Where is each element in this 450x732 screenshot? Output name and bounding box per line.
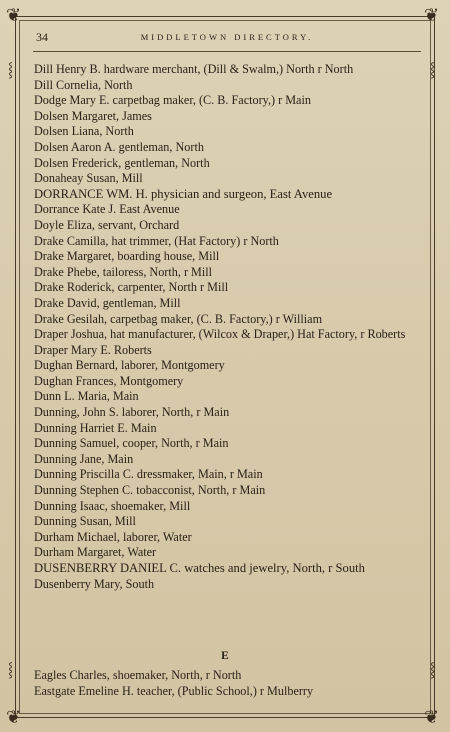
entry-details: South (125, 576, 155, 591)
entry-details: Mill (121, 171, 143, 186)
entry-details: North (105, 124, 134, 139)
entry-details: Montgomery (119, 373, 184, 388)
entry-details: shoemaker, North, r North (112, 668, 242, 682)
directory-entry (34, 374, 422, 390)
entry-details: Main (130, 420, 157, 435)
directory-entry (34, 545, 422, 561)
side-ornament-left-bottom: ⸾ (8, 663, 14, 678)
entry-name: Drake Phebe, (34, 264, 100, 279)
side-ornament-right-bottom: ⸾ (430, 663, 436, 678)
entry-details: gentleman, North (124, 155, 210, 170)
entry-details: laborer, North, r Main (121, 405, 230, 420)
entry-details: Main (112, 389, 139, 404)
directory-entry (34, 668, 422, 684)
entry-name: Draper Mary E. (34, 342, 111, 357)
entry-name: Dughan Bernard, (34, 358, 118, 373)
directory-entry (34, 234, 422, 250)
directory-entry (34, 436, 422, 452)
directory-entries-e (34, 668, 422, 699)
entry-name: Dodge Mary E. (34, 93, 110, 108)
directory-entry (34, 280, 422, 296)
entry-details: hardware merchant, (Dill & Swalm,) North r North (103, 62, 354, 76)
directory-entry (34, 171, 422, 187)
directory-entry (34, 483, 422, 499)
entry-details: carpetbag maker, (C. B. Factory,) r William (110, 311, 323, 326)
entry-details: Water (127, 545, 157, 560)
entry-details: cooper, North, r Main (122, 436, 229, 451)
directory-entry (34, 62, 422, 78)
directory-entry (34, 405, 422, 421)
directory-entries-d (34, 62, 422, 592)
entry-details: Roberts (113, 342, 152, 357)
entry-details: hat trimmer, (Hat Factory) r North (111, 233, 279, 248)
entry-name: Dill Cornelia, (34, 77, 102, 92)
entry-name: Drake Margaret, (34, 249, 115, 264)
entry-details: carpetbag maker, (C. B. Factory,) r Main (112, 93, 311, 108)
entry-name: DUSENBERRY DANIEL C. (34, 561, 182, 575)
entry-details: Main (107, 451, 134, 466)
directory-entry (34, 140, 422, 156)
entry-name: Dunning Isaac, (34, 498, 108, 513)
entry-details: watches and jewelry, North, r South (184, 561, 365, 575)
entry-name: Drake Roderick, (34, 280, 115, 295)
side-ornament-left-top: ⸾ (8, 63, 14, 78)
directory-entry (34, 109, 422, 125)
corner-ornament-top-right: ❦ (424, 5, 440, 25)
page-number: 34 (36, 30, 48, 44)
entry-name: DORRANCE WM. H. (34, 186, 148, 201)
directory-entry (34, 684, 422, 700)
entry-name: Dunn L. Maria, (34, 389, 110, 404)
entry-name: Dunning Jane, (34, 451, 105, 466)
corner-ornament-bottom-right: ❦ (424, 707, 440, 727)
entry-details: tobacconist, North, r Main (136, 483, 266, 498)
entry-details: carpenter, North r Mill (117, 280, 229, 295)
directory-entry (34, 389, 422, 405)
entry-details: shoemaker, Mill (110, 498, 191, 513)
page-header (34, 27, 420, 47)
entry-name: Dolsen Liana, (34, 124, 103, 139)
entry-details: James (122, 108, 152, 123)
entry-details: boarding house, Mill (117, 249, 220, 264)
directory-entry (34, 124, 422, 140)
entry-details: teacher, (Public School,) r Mulberry (136, 683, 314, 698)
entry-details: Mill (114, 514, 136, 529)
entry-name: Dolsen Frederick, (34, 155, 122, 170)
entry-name: Dughan Frances, (34, 373, 117, 388)
directory-entry (34, 514, 422, 530)
entry-name: Drake David, (34, 295, 100, 310)
entry-name: Dunning, John S. (34, 405, 119, 420)
entry-name: Dunning Susan, (34, 514, 112, 529)
entry-name: Dunning Harriet E. (34, 420, 128, 435)
directory-entry (34, 249, 422, 265)
entry-details: hat manufacturer, (Wilcox & Draper,) Hat Factory, r Roberts (110, 327, 406, 342)
entry-name: Dunning Stephen C. (34, 483, 134, 498)
entry-details: laborer, Water (123, 529, 192, 544)
directory-entry (34, 561, 422, 577)
directory-entry (34, 577, 422, 593)
running-title: MIDDLETOWN DIRECTORY. (140, 32, 314, 42)
directory-entry (34, 499, 422, 515)
entry-name: Dill Henry B. (34, 62, 101, 76)
entry-details: gentleman, Mill (102, 295, 181, 310)
entry-name: Durham Michael, (34, 529, 120, 544)
corner-ornament-bottom-left: ❦ (6, 707, 22, 727)
entry-name: Dusenberry Mary, (34, 576, 123, 591)
entry-name: Dunning Samuel, (34, 436, 120, 451)
entry-name: Eastgate Emeline H. (34, 683, 134, 698)
entry-name: Dolsen Aaron A. (34, 139, 116, 154)
entry-name: Donaheay Susan, (34, 171, 119, 186)
entry-details: laborer, Montgomery (120, 358, 225, 373)
entry-name: Dorrance Kate J. (34, 202, 117, 217)
directory-entry (34, 202, 422, 218)
corner-ornament-top-left: ❦ (6, 5, 22, 25)
directory-entry (34, 312, 422, 328)
entry-details: servant, Orchard (97, 217, 180, 232)
directory-entry (34, 530, 422, 546)
side-ornament-right-top: ⸾ (430, 63, 436, 78)
directory-entry (34, 467, 422, 483)
entry-name: Dunning Priscilla C. (34, 467, 134, 482)
directory-entry (34, 452, 422, 468)
directory-entry (34, 421, 422, 437)
header-rule (33, 51, 421, 52)
entry-name: Drake Camilla, (34, 233, 109, 248)
directory-entry (34, 93, 422, 109)
entry-name: Eagles Charles, (34, 668, 110, 682)
directory-entry (34, 156, 422, 172)
directory-entry (34, 218, 422, 234)
entry-details: dressmaker, Main, r Main (136, 467, 263, 482)
directory-entry (34, 187, 422, 203)
entry-name: Durham Margaret, (34, 545, 125, 560)
directory-entry (34, 296, 422, 312)
entry-name: Dolsen Margaret, (34, 108, 120, 123)
entry-name: Doyle Eliza, (34, 217, 95, 232)
entry-details: gentleman, North (118, 139, 204, 154)
entry-details: North (104, 77, 133, 92)
directory-entry (34, 343, 422, 359)
section-letter-e: E (221, 650, 229, 662)
directory-entry (34, 78, 422, 94)
entry-name: Draper Joshua, (34, 327, 108, 342)
directory-entry (34, 358, 422, 374)
entry-details: East Avenue (119, 202, 180, 217)
directory-entry (34, 327, 422, 343)
entry-details: tailoress, North, r Mill (102, 264, 213, 279)
entry-name: Drake Gesilah, (34, 311, 108, 326)
entry-details: physician and surgeon, East Avenue (150, 186, 333, 201)
directory-entry (34, 265, 422, 281)
